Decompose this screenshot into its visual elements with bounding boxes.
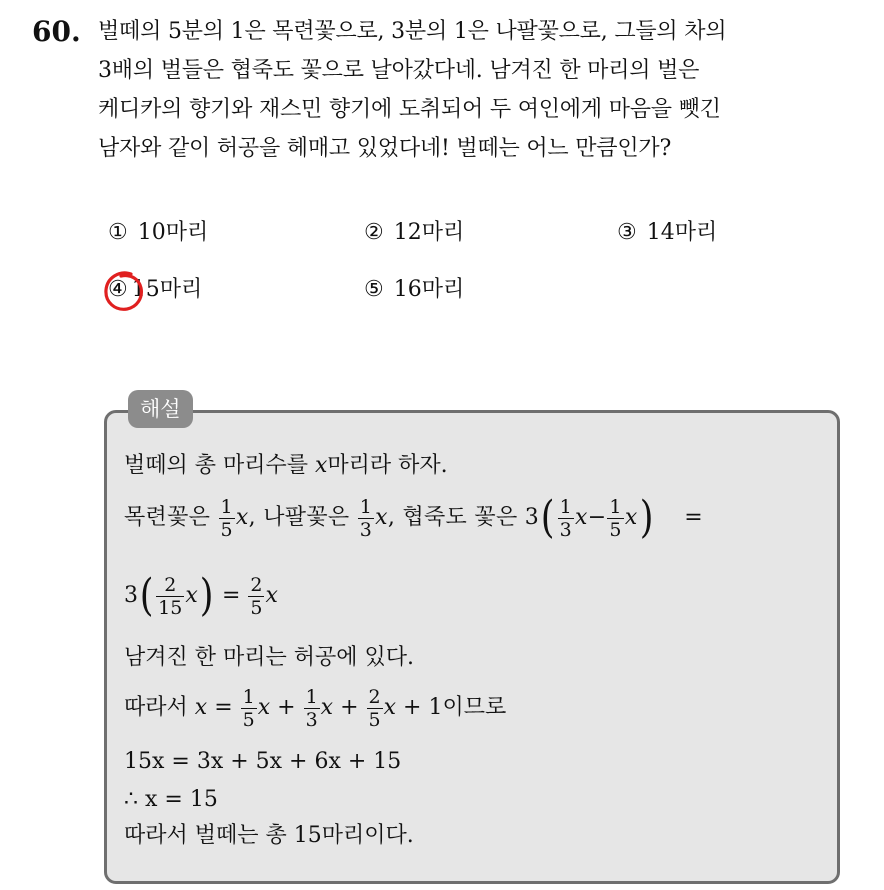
option-mark: ④ [108, 277, 128, 302]
option-text: 10마리 [137, 220, 209, 245]
solution-text: 목련꽃은 [124, 505, 211, 530]
option-2[interactable] [364, 218, 464, 248]
question-line: 3배의 벌들은 협죽도 꽃으로 날아갔다네. 남겨진 한 마리의 벌은 [98, 58, 700, 83]
solution-line-5: 따라서 x = $\frac{1}{5}$ x + $\frac{1}{3}$ x + $\frac{2}{5}$ x + 1이므로 [124, 685, 507, 731]
solution-text: 나팔꽃은 [263, 505, 350, 530]
left-paren: ( [540, 492, 555, 543]
selected-circle-icon [101, 268, 147, 314]
question-number: 60. [32, 15, 81, 48]
fraction-one-third: $\frac{1}{3}$ [305, 685, 318, 731]
right-paren: ) [199, 570, 214, 621]
solution-line-4: 남겨진 한 마리는 허공에 있다. [124, 645, 414, 670]
fraction-two-fifteenths: $\frac{2}{15}$ [158, 573, 183, 619]
solution-text: 따라서 [124, 695, 188, 720]
question-line: 남자와 같이 허공을 헤매고 있었다네! 벌떼는 어느 만큼인가? [98, 136, 672, 161]
left-paren: ( [139, 570, 154, 621]
fraction-one-fifth: $\frac{1}{5}$ [242, 685, 255, 731]
option-mark: ① [108, 220, 128, 245]
option-text: 14마리 [646, 220, 718, 245]
fraction-two-fifths: $\frac{2}{5}$ [368, 685, 381, 731]
fraction-one-third: $\frac{1}{3}$ [559, 495, 572, 541]
option-mark: ② [364, 220, 384, 245]
solution-text: 협죽도 꽃은 [402, 505, 518, 530]
option-text: 15마리 [131, 277, 203, 302]
right-paren: ) [639, 492, 654, 543]
option-1[interactable] [108, 218, 208, 248]
solution-line-2: 목련꽃은 $\frac{1}{5}$ x, 나팔꽃은 $\frac{1}{3}$ x, 협죽도 꽃은 3( $\frac{1}{3}$ x− $\frac{1}{5}$ x) = [124, 492, 704, 543]
question-text [98, 12, 862, 168]
solution-text: 벌떼의 총 마리수를 [124, 453, 315, 478]
option-mark: ⑤ [364, 277, 384, 302]
fraction-one-third: $\frac{1}{3}$ [359, 495, 373, 541]
solution-tag: 해설 [128, 390, 193, 428]
solution-line-8: 따라서 벌떼는 총 15마리이다. [124, 823, 414, 848]
variable-x: x [315, 453, 328, 478]
option-text: 12마리 [393, 220, 465, 245]
option-3[interactable] [617, 218, 717, 248]
fraction-two-fifths: $\frac{2}{5}$ [250, 573, 263, 619]
question-line: 케디카의 향기와 재스민 향기에 도취되어 두 여인에게 마음을 뺏긴 [98, 97, 721, 122]
option-text: 16마리 [393, 277, 465, 302]
solution-line-3: 3( $\frac{2}{15}$ x) = $\frac{2}{5}$ x [124, 570, 278, 621]
solution-line-6: 15x = 3x + 5x + 6x + 15 [124, 749, 402, 774]
option-5[interactable] [364, 275, 464, 305]
fraction-one-fifth: $\frac{1}{5}$ [609, 495, 622, 541]
solution-text: 이므로 [442, 695, 507, 720]
option-mark: ③ [617, 220, 637, 245]
solution-text: 마리라 하자. [327, 453, 448, 478]
solution-line-7: ∴ x = 15 [124, 787, 218, 812]
solution-line-1 [124, 448, 844, 484]
question-line: 벌떼의 5분의 1은 목련꽃으로, 3분의 1은 나팔꽃으로, 그들의 차의 [98, 19, 727, 44]
fraction-one-fifth: $\frac{1}{5}$ [220, 495, 233, 541]
